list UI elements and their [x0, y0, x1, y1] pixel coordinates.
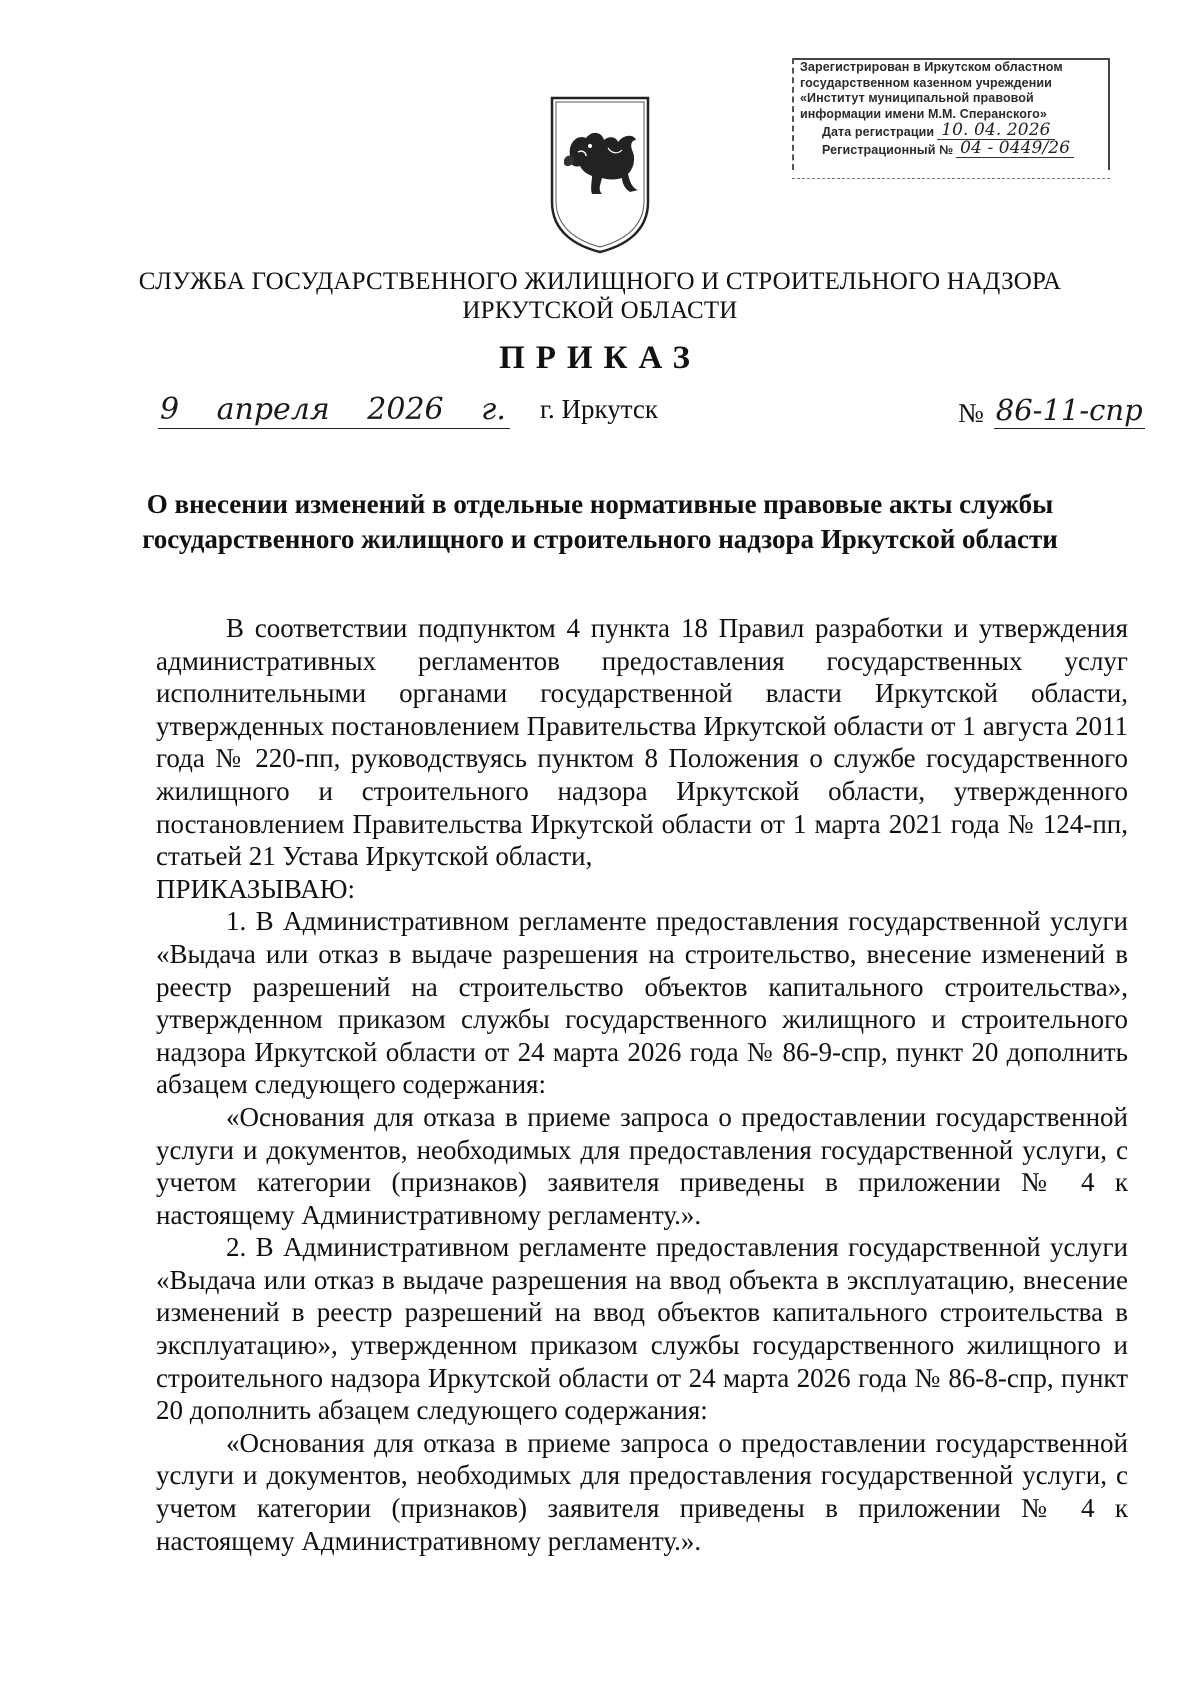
- stamp-date-value: 10. 04. 2026: [937, 122, 1054, 140]
- stamp-date-label: Дата регистрации: [822, 124, 935, 139]
- document-title: [140, 487, 1060, 557]
- city: г. Иркутск: [540, 394, 658, 424]
- number-sign: №: [958, 398, 984, 428]
- document-body: [156, 612, 1128, 1557]
- doc-type: ПРИКАЗ: [499, 340, 701, 376]
- stamp-reg-label: Регистрационный №: [822, 142, 954, 157]
- agency-line: ИРКУТСКОЙ ОБЛАСТИ: [462, 297, 738, 324]
- title-line: государственного жилищного и строительного надзора Иркутской области: [142, 524, 1058, 554]
- registration-stamp: [792, 58, 1110, 180]
- quote-paragraph: «Основания для отказа в приеме запроса о предоставлении государственной услуги и документов, необходимых для предоставления государственной услуги, с учетом категории (признаков) заявителя приведены в приложении № 4 к настоящему Административному регламенту.».: [156, 1101, 1128, 1230]
- agency-line: СЛУЖБА ГОСУДАРСТВЕННОГО ЖИЛИЩНОГО И СТРОИТЕЛЬНОГО НАДЗОРА: [138, 268, 1062, 295]
- stamp-line: государственном казенном учреждении: [800, 75, 1052, 90]
- number-value: 86-11-спр: [995, 393, 1143, 427]
- stamp-reg-value: 04 - 0449/26: [956, 140, 1074, 158]
- preamble-paragraph: В соответствии подпунктом 4 пункта 18 Правил разработки и утверждения административных регламентов предоставления государственных услуг исполнительными органами государственной власти Иркутской области, утвержденных постановлением Правительства Иркутской области от 1 августа 2011 года № 220-пп, руководствуясь пунктом 8 Положения о службе государственного жилищного и строительного надзора Иркутской области, утвержденного постановлением Правительства Иркутской области от 1 марта 2021 года № 124-пп, статьей 21 Устава Иркутской области,: [156, 613, 1128, 872]
- title-line: О внесении изменений в отдельные нормативные правовые акты службы: [146, 489, 1054, 519]
- stamp-line: «Институт муниципальной правовой: [800, 91, 1034, 106]
- coat-of-arms-icon: [548, 94, 652, 254]
- order-number: [958, 392, 1145, 429]
- order-word: ПРИКАЗЫВАЮ:: [156, 873, 355, 904]
- item-paragraph: 2. В Административном регламенте предоставления государственной услуги «Выдача или отказ в выдаче разрешения на ввод объекта в эксплуатацию, внесение изменений в реестр разрешений на ввод объектов капитального строительства в эксплуатацию», утвержденном приказом службы государственного жилищного и строительного надзора Иркутской области от 24 марта 2026 года № 86-8-спр, пункт 20 дополнить абзацем следующего содержания:: [156, 1232, 1128, 1426]
- quote-paragraph: «Основания для отказа в приеме запроса о предоставлении государственной услуги и документов, необходимых для предоставления государственной услуги, с учетом категории (признаков) заявителя приведены в приложении № 4 к настоящему Административному регламенту.».: [156, 1427, 1128, 1556]
- item-paragraph: 1. В Административном регламенте предоставления государственной услуги «Выдача или отказ в выдаче разрешения на строительство, внесение изменений в реестр разрешений на строительство объектов капитального строительства», утвержденном приказом службы государственного жилищного и строительного надзора Иркутской области от 24 марта 2026 года № 86-9-спр, пункт 20 дополнить абзацем следующего содержания:: [156, 906, 1128, 1100]
- stamp-line: Зарегистрирован в Иркутском областном: [800, 60, 1063, 74]
- agency-name: [120, 267, 1080, 325]
- stamp-line: информации имени М.М. Сперанского»: [800, 106, 1047, 121]
- order-date: 9 апреля 2026 г.: [158, 392, 510, 429]
